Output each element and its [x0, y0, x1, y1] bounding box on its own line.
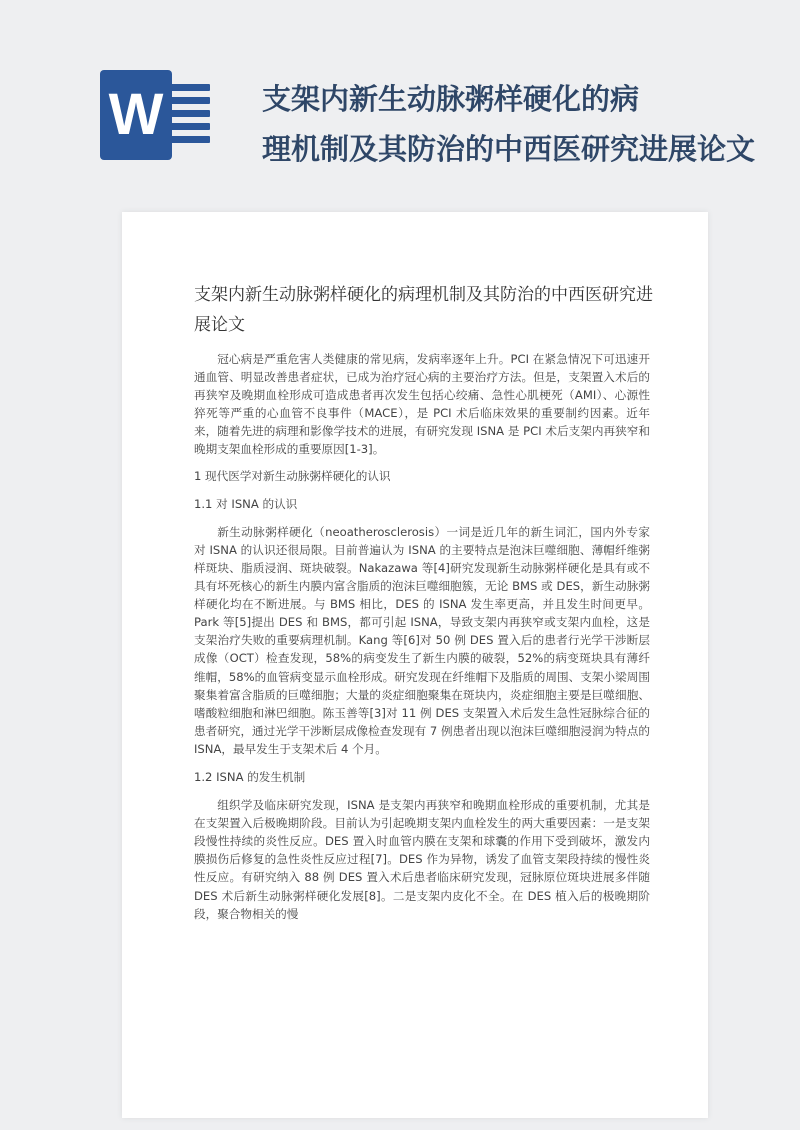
section-heading-1: 1 现代医学对新生动脉粥样硬化的认识 [194, 468, 391, 483]
document-page [122, 212, 708, 1118]
document-title: 支架内新生动脉粥样硬化的病理机制及其防治的中西医研究进展论文 [194, 285, 653, 335]
section-heading-1-2: 1.2 ISNA 的发生机制 [194, 769, 306, 784]
section-heading-1-1: 1.1 对 ISNA 的认识 [194, 496, 298, 511]
header-title [262, 74, 798, 174]
word-letter-badge: W [100, 70, 172, 160]
page-header [0, 0, 800, 200]
word-document-icon [100, 70, 212, 160]
intro-paragraph: 冠心病是严重危害人类健康的常见病，发病率逐年上升。PCI 在紧急情况下可迅速开通血管、明显改善患者症状，已成为治疗冠心病的主要治疗方法。但是，支架置入术后的再狭窄及晚期血栓形成可造成患者再次发生包括心绞痛、急性心肌梗死（AMI）、心源性猝死等严重的心血管不良事件（MACE），是 PCI 术后临床效果的重要制约因素。近年来，随着先进的病理和影像学技术的进展，有研究发现 ISNA 是 PCI 术后支架内再狭窄和晚期支架血栓形成的重要原因[1-3]。 [194, 352, 650, 457]
header-title-line2: 理机制及其防治的中西医研究进展论文 [262, 132, 756, 166]
section-1-2-paragraph: 组织学及临床研究发现，ISNA 是支架内再狭窄和晚期血栓形成的重要机制，尤其是在支架置入后极晚期阶段。目前认为引起晚期支架内血栓发生的两大重要因素：一是支架段慢性持续的炎性反应。DES 置入时血管内膜在支架和球囊的作用下受到破坏，激发内膜损伤后修复的急性炎性反应过程[7]。DES 作为异物，诱发了血管支架段持续的慢性炎性反应。有研究纳入 88 例 DES 置入术后患者临床研究发现，冠脉原位斑块进展多伴随 DES 术后新生动脉粥样硬化发展[8]。二是支架内皮化不全。在 DES 植入后的极晚期阶段，聚合物相关的慢 [194, 798, 650, 921]
document-body [194, 350, 650, 923]
section-1-1-paragraph: 新生动脉粥样硬化（neoatherosclerosis）一词是近几年的新生词汇，国内外专家对 ISNA 的认识还很局限。目前普遍认为 ISNA 的主要特点是泡沫巨噬细胞、薄帽纤维粥样斑块、脂质浸润、斑块破裂。Nakazawa 等[4]研究发现新生动脉粥样硬化是具有或不具有坏死核心的新生内膜内富含脂质的泡沫巨噬细胞簇，无论 BMS 或 DES，新生动脉粥样硬化均在不断进展。与 BMS 相比，DES 的 ISNA 发生率更高，并且发生时间更早。Park 等[5]提出 DES 和 BMS，都可引起 ISNA，导致支架内再狭窄或支架内血栓，这是支架治疗失败的重要病理机制。Kang 等[6]对 50 例 DES 置入后的患者行光学干涉断层成像（OCT）检查发现，58%的病变发生了新生内膜的破裂，52%的病变斑块具有薄纤维帽，58%的血管病变显示血栓形成。研究发现在纤维帽下及脂质的周围、支架小梁周围聚集着富含脂质的巨噬细胞；大量的炎症细胞聚集在斑块内，炎症细胞主要是巨噬细胞、嗜酸粒细胞和淋巴细胞。陈玉善等[3]对 11 例 DES 支架置入术后发生急性冠脉综合征的患者研究，通过光学干涉断层成像检查发现有 7 例患者出现以泡沫巨噬细胞浸润为特点的 ISNA，最早发生于支架术后 4 个月。 [194, 524, 650, 756]
header-title-line1: 支架内新生动脉粥样硬化的病 [262, 82, 640, 116]
